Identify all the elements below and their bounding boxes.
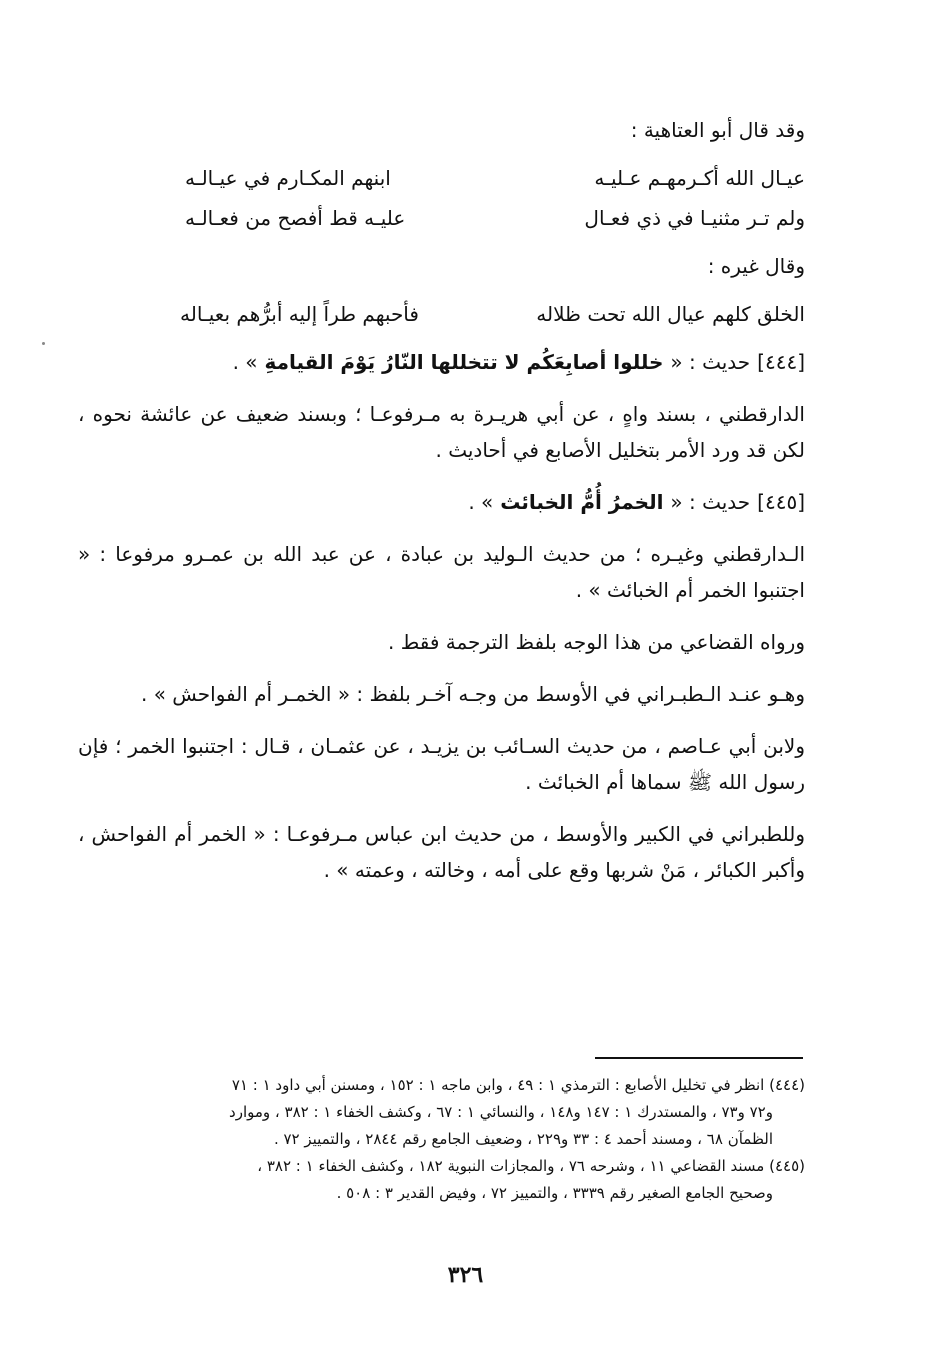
hadith-445-heading xyxy=(78,484,805,520)
intro-line: وقد قال أبو العتاهية : xyxy=(630,118,805,142)
paragraph-6: وللطبراني في الكبير والأوسط ، من حديث ابن عباس مـرفوعـا : « الخمر أم الفواحش ، وأكبر الكبائر ، مَنْ شربها وقع على أمه ، وخالته ، وعمته » . xyxy=(78,822,805,882)
footnote-444-line-1: (٤٤٤) انظر في تخليل الأصابع : الترمذي ١ : ٤٩ ، وابن ماجه ١ : ١٥٢ ، ومسنن أبي داود ١ : ٧١ xyxy=(231,1076,805,1094)
verse-1 xyxy=(185,158,805,198)
verse-3-second-half: فأحبهم طراً إليه أبرُّهم بعيـاله xyxy=(180,302,419,326)
verse-2-first-half: ولم تـر مثنيـا في ذي فعـال xyxy=(584,206,805,230)
paragraph-5: ولابن أبي عـاصم ، من حديث السـائب بن يزيـد ، عن عثمـان ، قـال : اجتنبوا الخمر ؛ فإن رسول الله ﷺ سماها أم الخبائث . xyxy=(78,734,805,794)
footnote-445-line-2: وصحيح الجامع الصغير رقم ٣٣٣٩ ، والتمييز ٧٢ ، وفيض القدير ٣ : ٥٠٨ . xyxy=(336,1184,773,1202)
footnote-444-line-2: و٧٢ و٧٣ ، والمستدرك ١ : ١٤٧ و١٤٨ ، والنسائي ١ : ٦٧ ، وكشف الخفاء ١ : ٣٨٢ ، وموارد xyxy=(229,1103,773,1121)
footnotes xyxy=(78,1072,805,1207)
verse-1-second-half: ابنهم المكـارم في عيـالـه xyxy=(185,166,391,190)
footnote-445-line-1: (٤٤٥) مسند القضاعي ١١ ، وشرحه ٧٦ ، والمجازات النبوية ١٨٢ ، وكشف الخفاء ١ : ٣٨٢ ، xyxy=(257,1157,805,1175)
hadith-444-text: خللوا أصابِعَكُم لا تتخللها النّارُ يَوْمَ القيامةِ xyxy=(264,350,664,374)
verse-3 xyxy=(180,294,805,334)
hadith-444-label: حديث : « xyxy=(670,350,751,374)
footnote-444-line-3: الظمآن ٦٨ ، ومسند أحمد ٤ : ٣٣ و٢٢٩ ، وضعيف الجامع رقم ٢٨٤٤ ، والتمييز ٧٢ . xyxy=(273,1130,773,1148)
scan-speck xyxy=(42,342,45,345)
hadith-445-number: [٤٤٥] xyxy=(757,490,805,514)
hadith-445-text: الخمرُ أُمُّ الخبائث xyxy=(500,490,664,514)
hadith-444-number: [٤٤٤] xyxy=(757,350,805,374)
verse-2 xyxy=(185,198,805,238)
page-number: ٣٢٦ xyxy=(447,1262,484,1288)
hadith-445-close: » . xyxy=(468,490,494,514)
hadith-445-label: حديث : « xyxy=(670,490,751,514)
hadith-444-close: » . xyxy=(232,350,258,374)
paragraph-1: الدارقطني ، بسند واهٍ ، عن أبي هريـرة به مـرفوعـا ؛ وبسند ضعيف عن عائشة نحوه ، لكن قد ورد الأمر بتخليل الأصابع في أحاديث . xyxy=(78,402,805,462)
other-line: وقال غيره : xyxy=(707,254,805,278)
verse-1-first-half: عيـال الله أكـرمهـم عـليـه xyxy=(594,166,805,190)
paragraph-2: الـدارقطني وغيـره ؛ من حديث الـوليد بن عبادة ، عن عبد الله بن عمـرو مرفوعا : « اجتنبوا الخمر أم الخبائث » . xyxy=(78,542,805,602)
verse-3-first-half: الخلق كلهم عيال الله تحت ظلاله xyxy=(536,302,805,326)
paragraph-3: ورواه القضاعي من هذا الوجه بلفظ الترجمة فقط . xyxy=(388,630,805,654)
paragraph-4: وهـو عنـد الـطبـراني في الأوسط من وجـه آخـر بلفظ : « الخمـر أم الفواحش » . xyxy=(140,682,805,706)
hadith-444-heading xyxy=(78,344,805,380)
main-text xyxy=(78,112,805,888)
footnote-separator xyxy=(595,1057,803,1059)
verse-2-second-half: عليـه قط أفصح من فعـالـه xyxy=(185,206,406,230)
